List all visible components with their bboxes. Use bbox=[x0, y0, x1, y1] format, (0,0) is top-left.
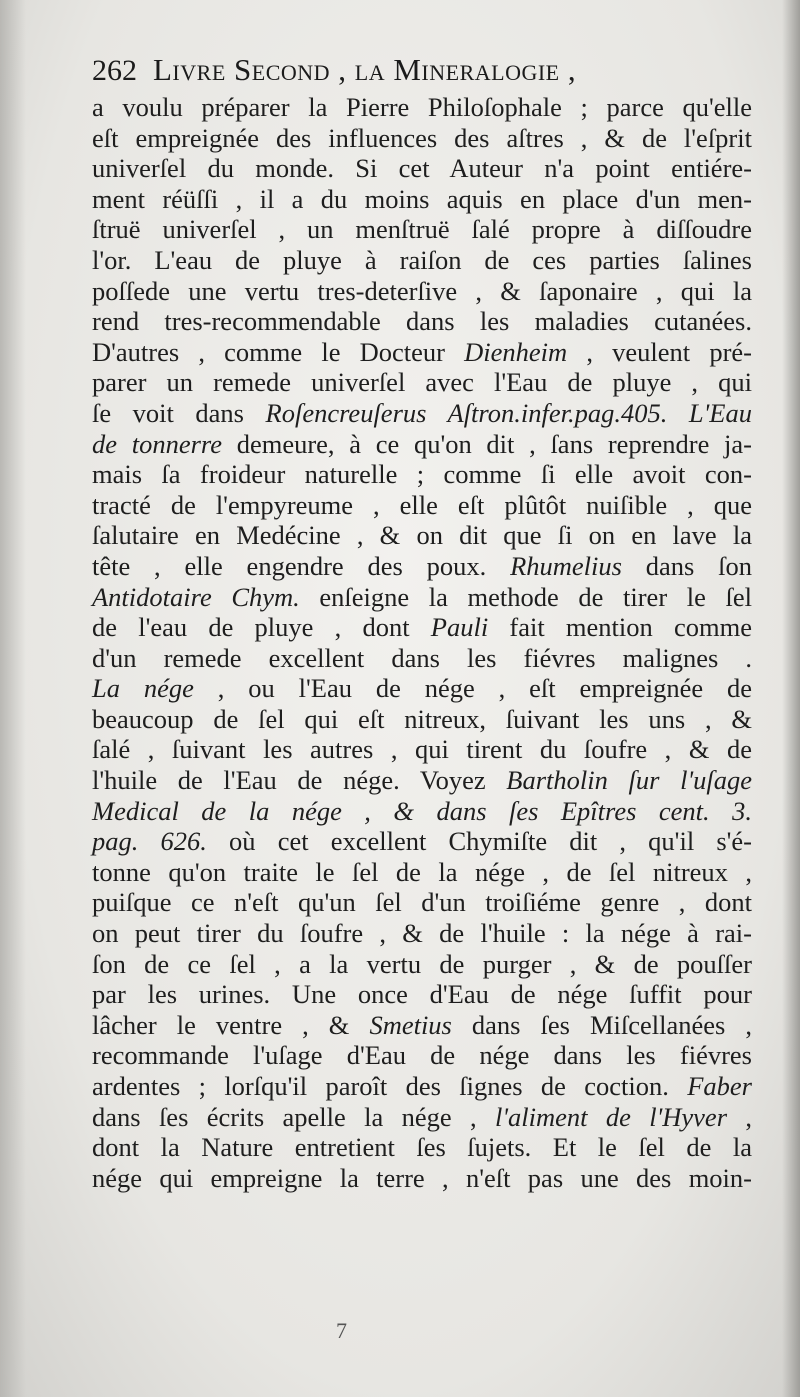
text-line bbox=[92, 796, 752, 827]
text-segment: dans ſes Miſcellanées , bbox=[451, 1009, 753, 1040]
text-line bbox=[92, 245, 752, 276]
text-segment: ſalutaire en Medécine , & on dit que ſi on en lave la bbox=[92, 520, 752, 551]
text-segment: mais ſa froideur naturelle ; comme ſi elle avoit con- bbox=[92, 459, 752, 490]
text-segment: d'un remede excellent dans les fiévres malignes . bbox=[92, 642, 752, 673]
text-line bbox=[92, 918, 752, 949]
text-segment: tracté de l'empyreume , elle eſt plûtôt nuiſible , que bbox=[92, 489, 752, 520]
text-segment: ſe voit dans bbox=[92, 397, 266, 428]
text-segment: ſalé , ſuivant les autres , qui tirent du ſoufre , & de bbox=[92, 734, 752, 765]
text-line bbox=[92, 398, 752, 429]
text-line bbox=[92, 123, 752, 154]
text-line bbox=[92, 673, 752, 704]
text-line bbox=[92, 214, 752, 245]
text-segment: rend tres-recommendable dans les maladies cutanées. bbox=[92, 306, 752, 337]
text-segment: D'autres , comme le Docteur bbox=[92, 336, 465, 367]
text-segment: dans ſes écrits apelle la nége , bbox=[92, 1101, 495, 1132]
text-line bbox=[92, 92, 752, 123]
text-line bbox=[92, 857, 752, 888]
text-segment: , veulent pré- bbox=[567, 336, 752, 367]
text-line bbox=[92, 582, 752, 613]
italic-segment: Roſencreuſerus Aſtron.infer.pag.405. L'Eau bbox=[265, 397, 752, 428]
text-segment: tonne qu'on traite le ſel de la nége , de ſel nitreux , bbox=[92, 856, 752, 887]
text-line bbox=[92, 1163, 752, 1194]
text-segment: enſeigne la methode de tirer le ſel bbox=[299, 581, 752, 612]
text-segment: on peut tirer du ſoufre , & de l'huile : la nége à rai- bbox=[92, 918, 752, 949]
text-line bbox=[92, 887, 752, 918]
text-segment: par les urines. Une once d'Eau de nége ſuffit pour bbox=[92, 979, 752, 1010]
text-segment: de l'eau de pluye , dont bbox=[92, 612, 431, 643]
text-segment: ment réüſſi , il a du moins aquis en place d'un men- bbox=[92, 183, 752, 214]
text-line bbox=[92, 1102, 752, 1133]
text-segment: nége qui empreigne la terre , n'eſt pas une des moin- bbox=[92, 1162, 752, 1193]
text-segment: dans ſon bbox=[621, 550, 752, 581]
page-header bbox=[92, 52, 732, 96]
italic-segment: Dienheim bbox=[464, 336, 568, 367]
text-line bbox=[92, 306, 752, 337]
text-segment: univerſel du monde. Si cet Auteur n'a point entiére- bbox=[92, 153, 752, 184]
italic-segment: Medical de la nége , & dans ſes Epîtres cent. 3. bbox=[92, 795, 752, 826]
text-line bbox=[92, 429, 752, 460]
italic-segment: Bartholin ſur l'uſage bbox=[506, 765, 752, 796]
italic-segment: Faber bbox=[687, 1071, 752, 1101]
text-segment: puiſque ce n'eſt qu'un ſel d'un troiſiéme genre , dont bbox=[92, 887, 752, 918]
text-line bbox=[92, 153, 752, 184]
text-line bbox=[92, 1071, 752, 1102]
text-line bbox=[92, 276, 752, 307]
italic-segment: pag. 626. bbox=[92, 826, 207, 857]
text-segment: beaucoup de ſel qui eſt nitreux, ſuivant les uns , & bbox=[92, 703, 752, 734]
text-segment: tête , elle engendre des poux. bbox=[92, 550, 511, 581]
text-line bbox=[92, 1010, 752, 1041]
text-line bbox=[92, 826, 752, 857]
text-segment: a voulu préparer la Pierre Philoſophale ; parce qu'elle bbox=[92, 92, 752, 122]
text-line bbox=[92, 979, 752, 1010]
text-segment: poſſede une vertu tres-deterſive , & ſaponaire , qui la bbox=[92, 275, 752, 306]
italic-segment: Rhumelius bbox=[510, 550, 622, 581]
text-segment: lâcher le ventre , & bbox=[92, 1009, 370, 1040]
text-segment: fait mention comme bbox=[488, 612, 752, 643]
text-line bbox=[92, 337, 752, 368]
text-line bbox=[92, 1040, 752, 1071]
body-text bbox=[92, 92, 752, 1193]
text-line bbox=[92, 367, 752, 398]
text-line bbox=[92, 612, 752, 643]
page-number: 262 bbox=[92, 54, 137, 87]
text-line bbox=[92, 551, 752, 582]
text-segment: , bbox=[727, 1101, 753, 1132]
folio-mark: 7 bbox=[336, 1318, 347, 1343]
text-segment: ardentes ; lorſqu'il paroît des ſignes de coction. bbox=[92, 1071, 688, 1101]
italic-segment: l'aliment de l'Hyver bbox=[494, 1101, 728, 1132]
text-segment: où cet excellent Chymiſte dit , qu'il s'é- bbox=[206, 826, 753, 857]
text-segment: , ou l'Eau de nége , eſt empreignée de bbox=[193, 673, 752, 704]
page-edge-shadow bbox=[782, 0, 800, 1397]
text-line bbox=[92, 1132, 752, 1163]
text-segment: eſt empreignée des influences des aſtres , & de l'eſprit bbox=[92, 122, 752, 153]
italic-segment: de tonnerre bbox=[92, 428, 222, 459]
text-segment: recommande l'uſage d'Eau de nége dans les fiévres bbox=[92, 1040, 752, 1071]
text-line bbox=[92, 765, 752, 796]
text-line bbox=[92, 734, 752, 765]
text-line bbox=[92, 184, 752, 215]
italic-segment: Pauli bbox=[430, 612, 489, 643]
text-segment: demeure, à ce qu'on dit , ſans reprendre ja- bbox=[222, 428, 752, 459]
spine-shadow bbox=[0, 0, 26, 1397]
running-head: Livre Second , la Mineralogie , bbox=[153, 52, 577, 87]
text-line bbox=[92, 520, 752, 551]
italic-segment: La nége bbox=[92, 673, 194, 704]
text-segment: parer un remede univerſel avec l'Eau de pluye , qui bbox=[92, 367, 752, 398]
text-line bbox=[92, 459, 752, 490]
text-line bbox=[92, 490, 752, 521]
text-segment: l'huile de l'Eau de nége. Voyez bbox=[92, 765, 507, 796]
italic-segment: Smetius bbox=[369, 1009, 452, 1040]
text-segment: ſtruë univerſel , un menſtruë ſalé propre à diſſoudre bbox=[92, 214, 752, 245]
text-line bbox=[92, 643, 752, 674]
text-line bbox=[92, 949, 752, 980]
italic-segment: Antidotaire Chym. bbox=[92, 581, 300, 612]
text-segment: dont la Nature entretient ſes ſujets. Et le ſel de la bbox=[92, 1132, 752, 1163]
text-line bbox=[92, 704, 752, 735]
text-segment: l'or. L'eau de pluye à raiſon de ces parties ſalines bbox=[92, 244, 752, 275]
text-segment: ſon de ce ſel , a la vertu de purger , & de pouſſer bbox=[92, 948, 752, 979]
